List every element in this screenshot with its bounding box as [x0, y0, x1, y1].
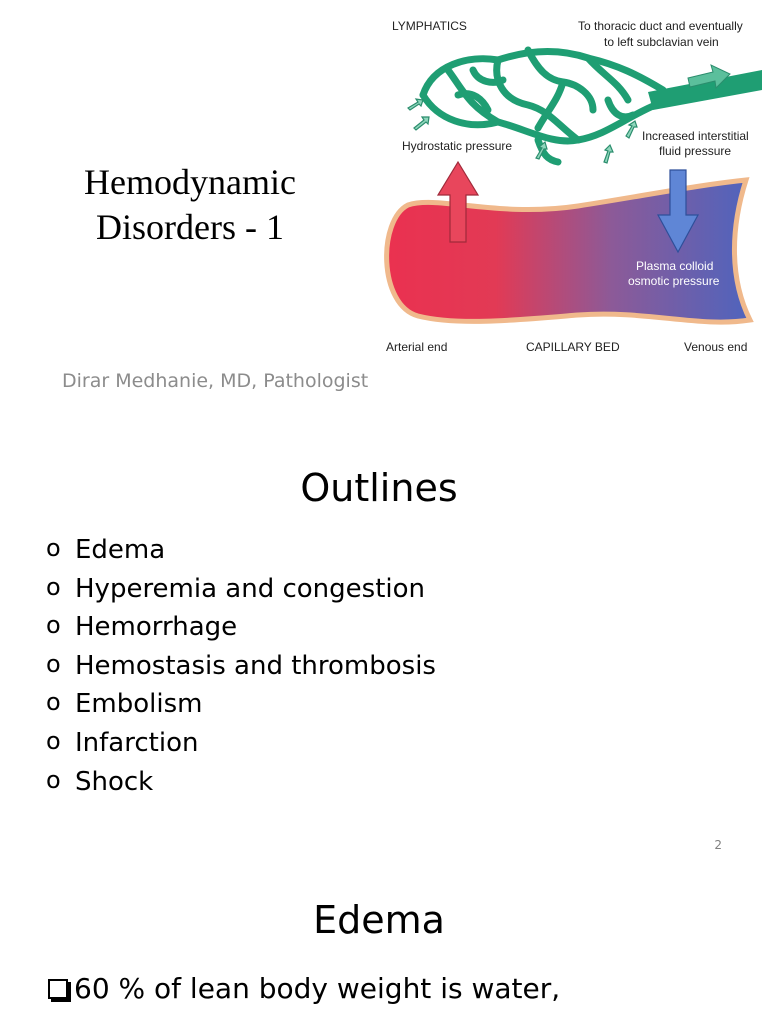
list-item	[46, 570, 436, 609]
bullet-icon: o	[46, 688, 61, 717]
bullet-icon: o	[46, 534, 61, 562]
list-item-label: Embolism	[75, 689, 203, 720]
label-capillary-bed: CAPILLARY BED	[526, 340, 620, 354]
capillary-diagram	[378, 10, 762, 362]
list-item	[46, 685, 436, 724]
label-hydrostatic: Hydrostatic pressure	[402, 139, 513, 153]
title-line-1: Hemodynamic	[84, 162, 296, 202]
label-interstitial-1: Increased interstitial	[642, 129, 749, 143]
list-item	[46, 724, 436, 763]
list-item-label: Hemorrhage	[75, 612, 238, 643]
bullet-icon: o	[46, 649, 61, 678]
label-thoracic-1: To thoracic duct and eventually	[578, 19, 743, 33]
page-number: 2	[714, 838, 722, 852]
capillary-vessel	[387, 180, 750, 322]
label-plasma-2: osmotic pressure	[628, 274, 720, 288]
title-line-2: Disorders - 1	[96, 207, 284, 247]
list-item	[46, 531, 436, 570]
list-item-label: Hemostasis and thrombosis	[75, 650, 436, 681]
list-item-label: Infarction	[75, 727, 199, 758]
checkbox-bullet-icon	[48, 979, 68, 999]
list-item	[46, 608, 436, 647]
list-item	[46, 647, 436, 686]
label-venous-end: Venous end	[684, 340, 748, 354]
list-item-label: Edema	[75, 535, 166, 565]
outline-list	[46, 531, 436, 801]
title-slide	[0, 0, 768, 420]
slide-title	[40, 160, 340, 250]
label-interstitial-2: fluid pressure	[659, 144, 732, 158]
edema-title: Edema	[313, 898, 445, 942]
list-item-label: Shock	[75, 766, 154, 797]
label-thoracic-2: to left subclavian vein	[604, 35, 719, 49]
edema-point-text: 60 % of lean body weight is water,	[74, 972, 561, 1005]
author-line: Dirar Medhanie, MD, Pathologist	[62, 370, 369, 392]
edema-slide	[0, 890, 768, 1024]
label-lymphatics: LYMPHATICS	[392, 19, 467, 33]
list-item	[46, 763, 436, 802]
label-plasma-1: Plasma colloid	[636, 259, 714, 273]
label-arterial-end: Arterial end	[386, 340, 448, 354]
list-item-label: Hyperemia and congestion	[75, 573, 426, 604]
bullet-icon: o	[46, 572, 61, 601]
bullet-icon: o	[46, 611, 61, 640]
bullet-icon: o	[46, 726, 61, 755]
edema-point	[48, 972, 560, 1005]
bullet-icon: o	[46, 765, 61, 794]
outline-title: Outlines	[300, 466, 458, 510]
outline-slide	[0, 452, 768, 870]
